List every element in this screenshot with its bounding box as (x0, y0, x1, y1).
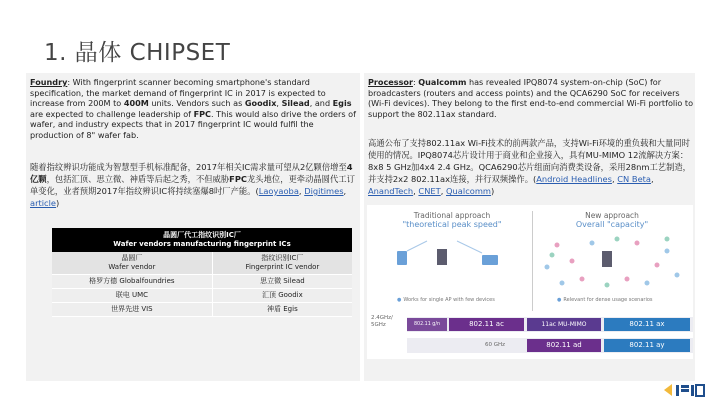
company-logo-icon (660, 380, 710, 402)
foundry-panel (26, 73, 360, 381)
bar-80211gn: 802.11 g/n (407, 318, 447, 331)
bar-80211ax: 802.11 ax (604, 318, 690, 331)
table-row: 世界先进 VIS 神盾 Egis (52, 303, 352, 317)
page-title: 1. 晶体 CHIPSET (44, 40, 231, 66)
band-label-60ghz: 60 GHz (485, 342, 506, 348)
foundry-english-text: Foundry: With fingerprint scanner becoming smartphone's standard specification, the market demand of fingerprint IC in 2017 is expected to increase from 200M to 400M units. Vendors such as Goodix, Silead, and Egis are expected to challenge leadership of FPC. This would also drive the orders of wafer, and industry expects that in 2017 fingerprint IC would fulfil the production of 8" wafer fab. (30, 77, 356, 140)
right-note: ● Relevant for dense usage scenarios (557, 297, 653, 303)
bar-80211ad: 802.11 ad (527, 339, 601, 352)
laptop-icon (482, 255, 498, 265)
link-article[interactable]: article (30, 198, 57, 208)
wafer-vendor-table (52, 228, 352, 317)
col-header-ic: 指纹识别IC厂 Fingerprint IC vendor (212, 252, 352, 275)
left-note: ● Works for single AP with few devices (397, 297, 495, 303)
bar-80211ay: 802.11 ay (604, 339, 690, 352)
link-cnbeta[interactable]: CN Beta (617, 174, 652, 184)
link-laoyaoba[interactable]: Laoyaoba (258, 186, 299, 196)
router-icon (437, 249, 447, 265)
table-header: 晶圆厂代工指纹识别IC厂 Wafer vendors manufacturing fingerprint ICs (52, 228, 352, 252)
foundry-label: Foundry (30, 77, 68, 87)
router-icon (602, 251, 612, 267)
processor-chinese-text: 高通公布了支持802.11ax Wi-Fi技术的前两款产品，支持Wi-Fi环境的重负载和大量同时使用的情况。IPQ8074芯片设计用于商业和企业接入，具有MU-MIMO 12流解决方案：8x8 5 GHz加4x4 2.4 GHz。QCA6290芯片组面向消费类设备，采用28nm工艺制造，并支持2x2 802.11ax连接，并行双频操作。(Android Headlines, CN Beta, AnandTech, CNET, Qualcomm) (368, 138, 691, 196)
link-qualcomm[interactable]: Qualcomm (446, 186, 491, 196)
foundry-chinese-text: 随着指纹辨识功能成为智慧型手机标准配备，2017年相关IC需求量可望从2亿颗倍增至4亿颗，包括汇顶、思立微、神盾等后起之秀，不但威胁FPC龙头地位，更牵动晶圆代工订单变化，业者预期2017年指纹辨识IC将持续塞爆8吋厂产能。(Laoyaoba, Digitimes, article) (30, 162, 355, 208)
link-cnet[interactable]: CNET (418, 186, 441, 196)
table-row: 联电 UMC 汇顶 Goodix (52, 289, 352, 303)
bar-mu-mimo: 11ac MU-MIMO (527, 318, 601, 331)
processor-english-text: Processor: Qualcomm has revealed IPQ8074 system-on-chip (SoC) for broadcasters (routers and access points) and the QCA6290 SoC for receivers (Wi-Fi devices). They belong to the first end-to-end commercial Wi-Fi portfolio to support the 802.11ax standard. (368, 77, 694, 119)
phone-icon (397, 251, 407, 265)
bar-80211ac: 802.11 ac (449, 318, 524, 331)
wifi-approach-diagram (367, 205, 693, 359)
col-header-wafer: 晶圆厂 Wafer vendor (52, 252, 212, 275)
table-row: 格罗方德 Globalfoundries 思立微 Silead (52, 275, 352, 289)
device-illustration (367, 231, 693, 295)
processor-panel (364, 73, 695, 381)
traditional-approach-title: Traditional approach "theoretical peak speed" (402, 211, 502, 229)
link-anandtech[interactable]: AnandTech (368, 186, 414, 196)
band-label-2g5g: 2.4GHz/ 5GHz (371, 315, 393, 328)
link-digitimes[interactable]: Digitimes (304, 186, 344, 196)
new-approach-title: New approach Overall "capacity" (575, 211, 649, 229)
processor-label: Processor (368, 77, 413, 87)
link-android-headlines[interactable]: Android Headlines (536, 174, 612, 184)
